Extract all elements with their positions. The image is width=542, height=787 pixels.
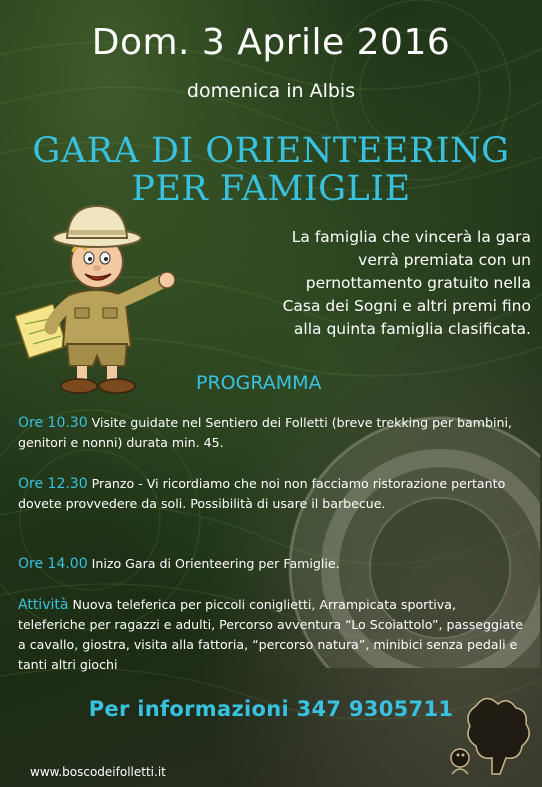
program-item-time: Ore 12.30 — [18, 476, 88, 492]
event-subtitle: domenica in Albis — [186, 80, 356, 102]
event-date: Dom. 3 Aprile 2016 — [91, 22, 451, 63]
website-link[interactable]: www.boscodeifolletti.it — [30, 765, 166, 779]
contact-info: Per informazioni 347 9305711 — [88, 697, 454, 721]
prize-line: verrà premiata con un — [358, 251, 531, 269]
program-item-text: Pranzo - Vi ricordiamo che noi non facciamo ristorazione pertanto dovete provvedere da soli. Possibilità di usare il barbecue. — [18, 476, 506, 511]
event-title-line1: GARA DI ORIENTEERING — [32, 131, 510, 171]
program-item — [18, 554, 526, 574]
program-item-time: Ore 10.30 — [18, 415, 88, 431]
program-item — [18, 413, 526, 453]
program-item-text: Nuova teleferica per piccoli coniglietti, Arrampicata sportiva, teleferiche per ragazzi e adulti, Percorso avventura “Lo Scoiattolo”, passeggiate a cavallo, giostra, visita alla fattoria, “percorso natura”, minibici senza pedali e tanti altri giochi — [18, 597, 523, 672]
program-item-time: Ore 14.00 — [18, 556, 88, 572]
bosco-dei-folletti-logo — [436, 688, 536, 780]
program-item — [18, 595, 526, 675]
prize-description — [235, 226, 531, 341]
prize-line: La famiglia che vincerà la gara — [291, 228, 531, 246]
prize-line: alla quinta famiglia clasificata. — [293, 320, 531, 338]
program-heading: PROGRAMMA — [196, 372, 322, 394]
program-item-text: Visite guidate nel Sentiero dei Folletti (breve trekking per bambini, genitori e nonni) durata min. 45. — [18, 415, 513, 450]
event-title-line2: PER FAMIGLIE — [131, 169, 411, 209]
prize-line: Casa dei Sogni e altri premi fino — [282, 297, 531, 315]
program-item-text: Inizo Gara di Orienteering per Famiglie. — [91, 556, 340, 571]
prize-line: pernottamento gratuito nella — [305, 274, 531, 292]
explorer-mascot-illustration — [15, 196, 175, 396]
program-item-time: Attività — [18, 597, 69, 613]
program-item — [18, 474, 526, 514]
